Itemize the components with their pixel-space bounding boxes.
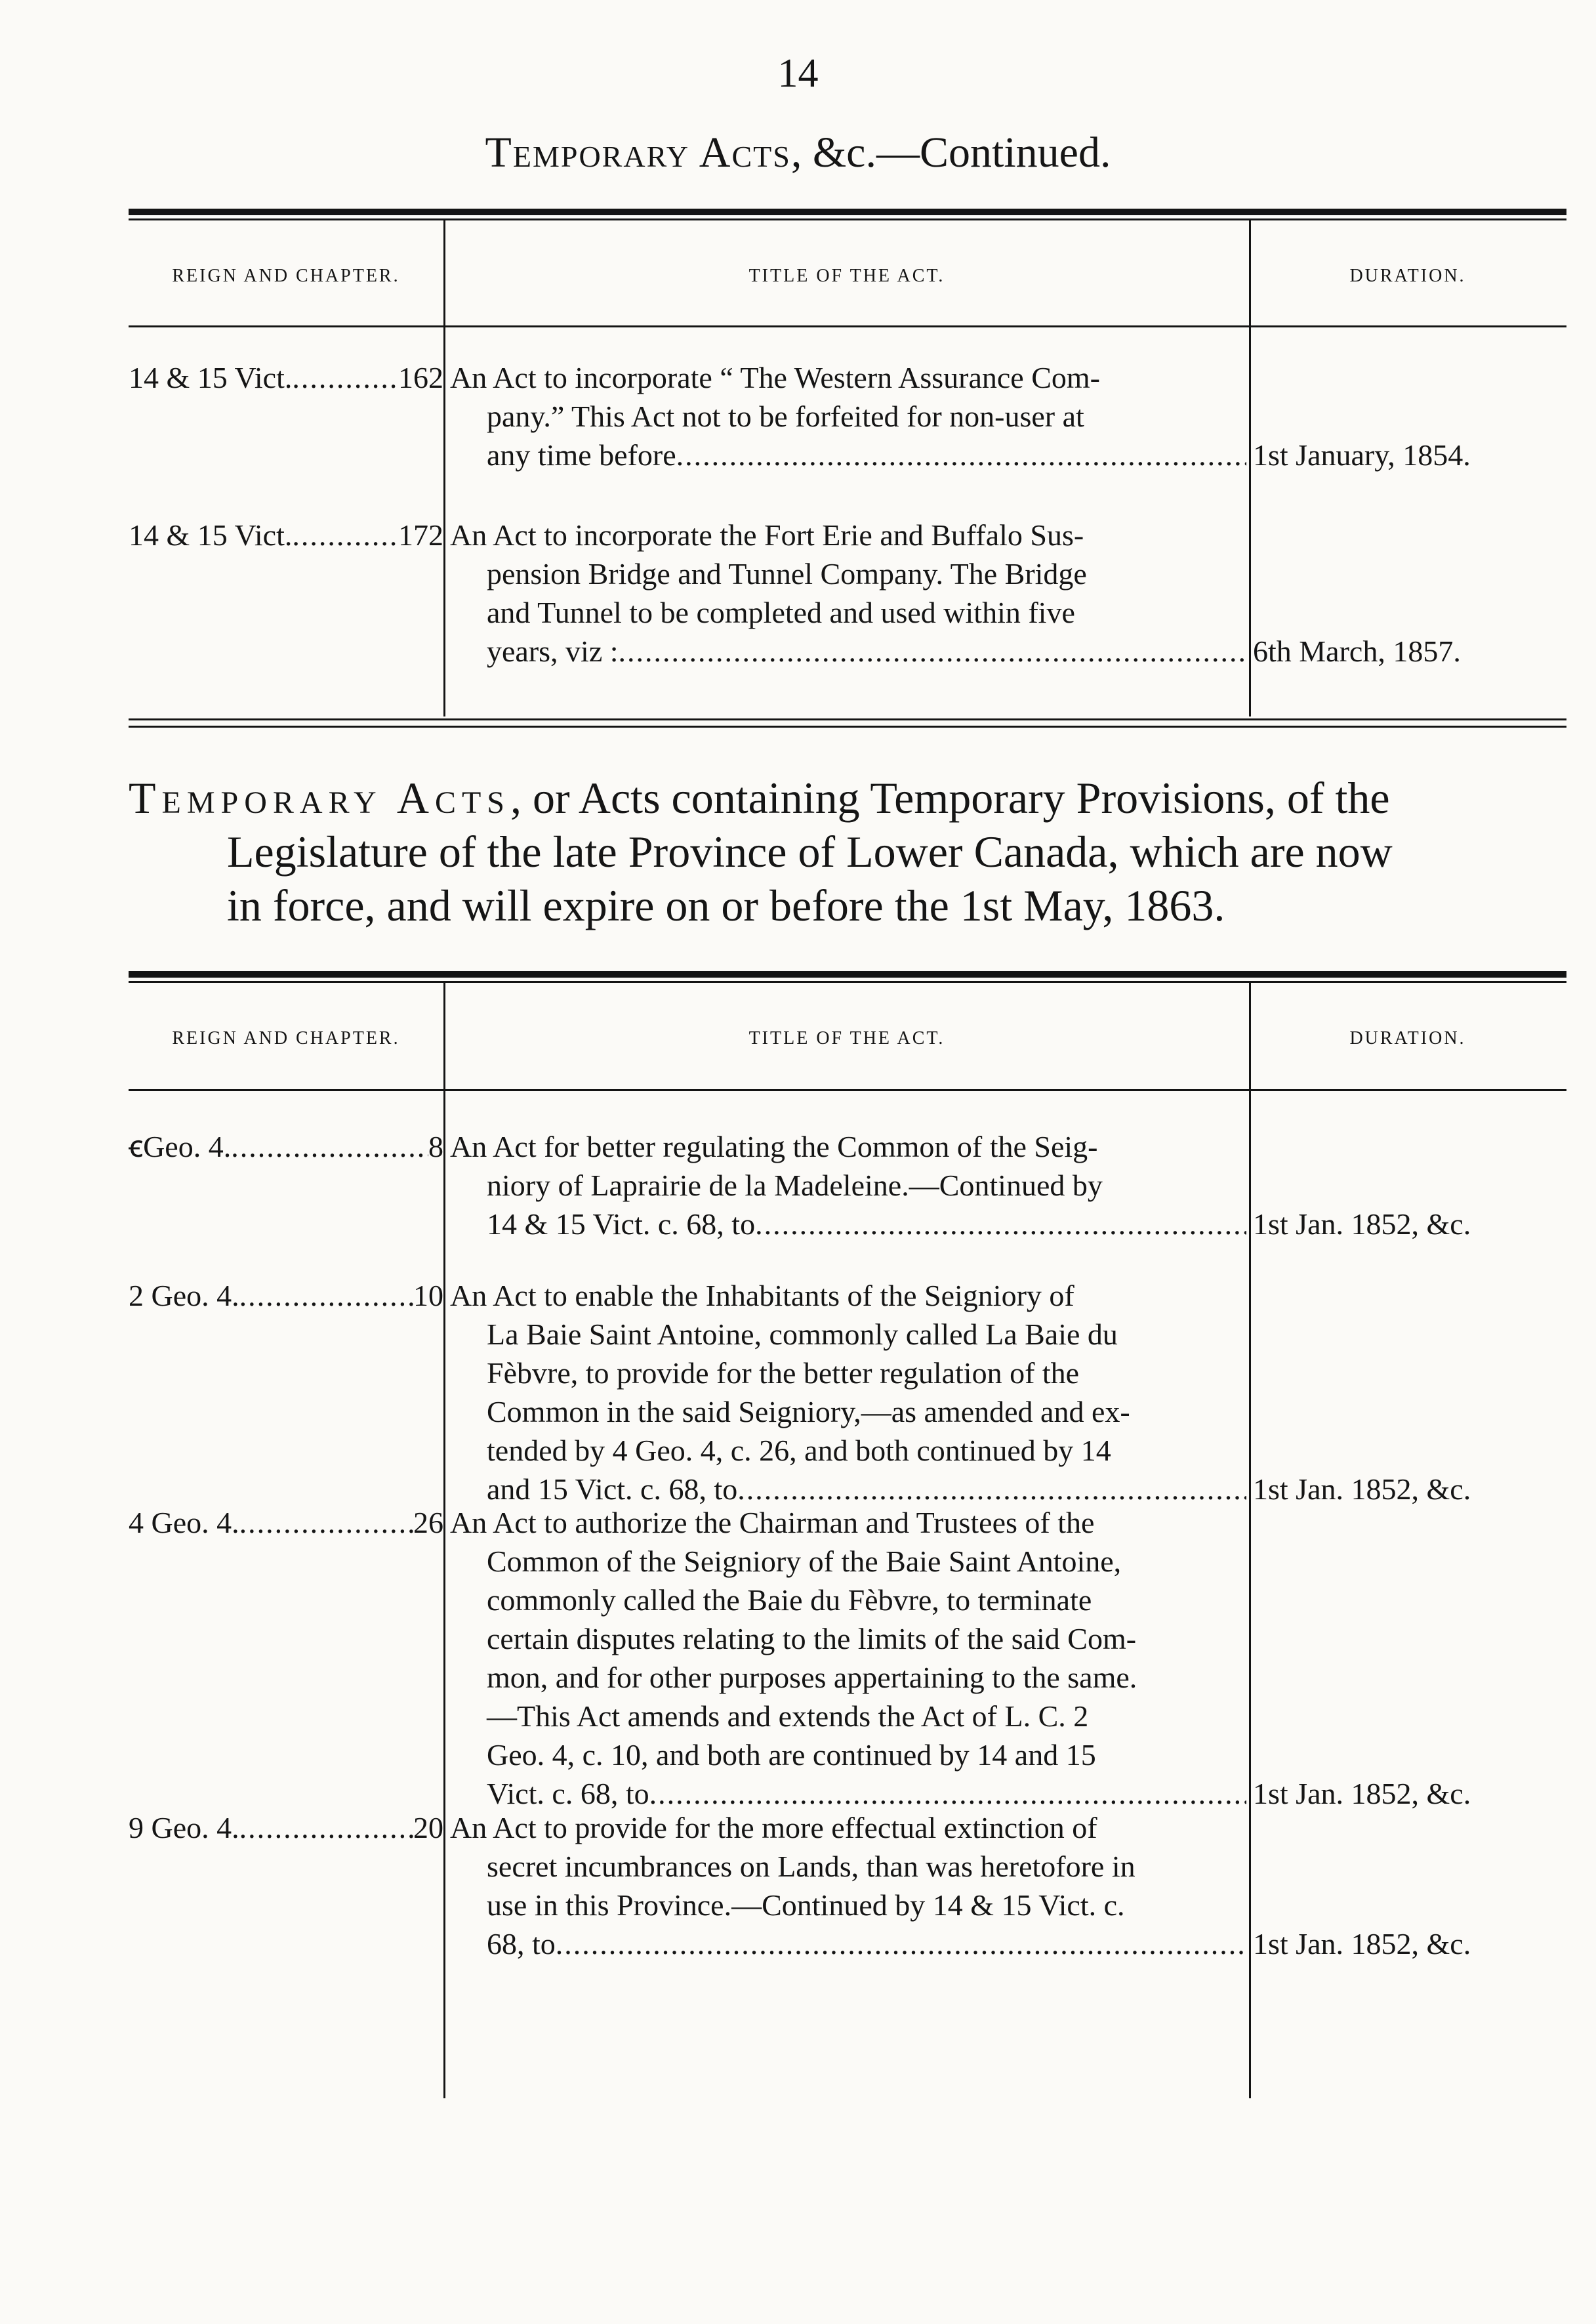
title-line: Common in the said Seigniory,—as amended and ex- — [487, 1395, 1130, 1428]
title-line: Vict. c. 68, to — [487, 1777, 649, 1810]
duration: 1st Jan. 1852, &c. — [1253, 1927, 1471, 1961]
page-number: 14 — [777, 51, 819, 96]
continued-heading-lead: Temporary Acts — [485, 129, 791, 176]
table2-header-rule — [129, 1089, 1566, 1091]
reign-chapter — [129, 1808, 443, 1848]
leader-dots — [649, 1774, 1246, 1813]
title-last-line — [450, 1924, 1246, 1963]
table1-bottom-rule-thin — [129, 718, 1566, 720]
title-line: any time before — [487, 438, 676, 472]
reign: 14 & 15 Vict. — [129, 361, 293, 394]
leader-dots — [619, 632, 1246, 671]
table1-header-rule — [129, 325, 1566, 327]
section-heading-lead: Temporary Acts — [129, 773, 510, 823]
reign: ꞓGeo. 4. — [129, 1130, 232, 1163]
title-line: use in this Province.—Continued by 14 & 15 Vict. c. — [487, 1888, 1125, 1922]
act-title — [450, 1276, 1246, 1508]
title-line: Common of the Seigniory of the Baie Saint Antoine, — [487, 1545, 1122, 1578]
act-title — [450, 1127, 1246, 1243]
duration: 1st Jan. 1852, &c. — [1253, 1207, 1471, 1241]
title-line: and 15 Vict. c. 68, to — [487, 1472, 738, 1506]
reign-chapter — [129, 516, 443, 555]
act-title — [450, 1808, 1246, 1963]
table1-top-rule-thick — [129, 209, 1566, 215]
leader-dots — [556, 1924, 1246, 1963]
section-heading — [129, 771, 1566, 932]
title-line: commonly called the Baie du Fèbvre, to terminate — [487, 1583, 1092, 1617]
chapter: 8 — [428, 1130, 443, 1163]
table2-header-title: TITLE OF THE ACT. — [748, 1028, 945, 1048]
table2-top-rule-thick — [129, 971, 1566, 978]
duration: 6th March, 1857. — [1253, 634, 1461, 668]
duration: 1st January, 1854. — [1253, 438, 1471, 472]
title-line: An Act to provide for the more effectual extinction of — [450, 1811, 1097, 1844]
title-last-line — [450, 436, 1246, 474]
table2-divider-1 — [443, 983, 445, 2098]
title-last-line — [450, 1205, 1246, 1243]
table2-header-reign: REIGN AND CHAPTER. — [172, 1028, 400, 1048]
reign: 2 Geo. 4. — [129, 1279, 239, 1312]
title-line: Fèbvre, to provide for the better regulation of the — [487, 1356, 1080, 1390]
chapter: 26 — [413, 1506, 443, 1539]
chapter: 20 — [413, 1811, 443, 1844]
leader-dots — [292, 516, 398, 555]
chapter: 10 — [413, 1279, 443, 1312]
table1-header — [129, 220, 1566, 332]
table2 — [129, 983, 1566, 2098]
section-heading-line1: , or Acts containing Temporary Provisions, of the — [510, 773, 1390, 823]
table2-header — [129, 983, 1566, 1094]
chapter: 162 — [398, 361, 443, 394]
title-line: secret incumbrances on Lands, than was heretofore in — [487, 1850, 1136, 1883]
leader-dots — [239, 1276, 413, 1316]
title-line: niory of Laprairie de la Madeleine.—Continued by — [487, 1169, 1103, 1202]
continued-heading — [0, 123, 1596, 182]
leader-dots — [676, 436, 1246, 474]
leader-dots — [292, 358, 398, 398]
title-line: 14 & 15 Vict. c. 68, to — [487, 1207, 756, 1241]
title-last-line — [450, 632, 1246, 671]
title-line: and Tunnel to be completed and used within five — [487, 596, 1075, 629]
section-heading-line2: Legislature of the late Province of Lower Canada, which are now — [227, 827, 1393, 877]
reign-chapter — [129, 358, 443, 398]
act-title — [450, 516, 1246, 671]
table2-header-duration: DURATION. — [1349, 1028, 1466, 1048]
table2-divider-2 — [1249, 983, 1251, 2098]
title-line: An Act to enable the Inhabitants of the Seigniory of — [450, 1279, 1074, 1312]
title-line: 68, to — [487, 1927, 556, 1961]
leader-dots — [231, 1127, 428, 1167]
title-line: certain disputes relating to the limits of the said Com- — [487, 1622, 1137, 1655]
table1 — [129, 220, 1566, 716]
title-last-line — [450, 1774, 1246, 1813]
title-line: An Act to authorize the Chairman and Trustees of the — [450, 1506, 1095, 1539]
title-line: An Act for better regulating the Common of the Seig- — [450, 1130, 1098, 1163]
duration: 1st Jan. 1852, &c. — [1253, 1777, 1471, 1810]
title-line: pany.” This Act not to be forfeited for non-user at — [487, 400, 1084, 433]
reign: 4 Geo. 4. — [129, 1506, 239, 1539]
table1-bottom-rule-thin-2 — [129, 726, 1566, 728]
title-line: La Baie Saint Antoine, commonly called La Baie du — [487, 1318, 1118, 1351]
title-line: years, viz : — [487, 634, 619, 668]
title-line: mon, and for other purposes appertaining to the same. — [487, 1661, 1137, 1694]
title-line: —This Act amends and extends the Act of L. C. 2 — [487, 1699, 1089, 1733]
section-heading-line3: in force, and will expire on or before the 1st May, 1863. — [227, 881, 1225, 930]
table1-header-title: TITLE OF THE ACT. — [748, 266, 945, 286]
act-title — [450, 1503, 1246, 1813]
leader-dots — [239, 1503, 413, 1543]
title-line: Geo. 4, c. 10, and both are continued by 14 and 15 — [487, 1738, 1096, 1772]
continued-heading-rest: , &c.—Continued. — [790, 129, 1111, 176]
chapter: 172 — [398, 518, 443, 552]
title-line: An Act to incorporate the Fort Erie and Buffalo Sus- — [450, 518, 1084, 552]
reign: 14 & 15 Vict. — [129, 518, 293, 552]
leader-dots — [755, 1205, 1246, 1243]
title-line: tended by 4 Geo. 4, c. 26, and both continued by 14 — [487, 1434, 1111, 1467]
leader-dots — [239, 1808, 413, 1848]
duration: 1st Jan. 1852, &c. — [1253, 1472, 1471, 1506]
reign-chapter — [129, 1127, 443, 1167]
reign-chapter — [129, 1503, 443, 1543]
act-title — [450, 358, 1246, 474]
reign-chapter — [129, 1276, 443, 1316]
title-line: pension Bridge and Tunnel Company. The Bridge — [487, 557, 1087, 591]
title-line: An Act to incorporate “ The Western Assurance Com- — [450, 361, 1100, 394]
table1-header-duration: DURATION. — [1349, 266, 1466, 286]
reign: 9 Geo. 4. — [129, 1811, 239, 1844]
table1-header-reign: REIGN AND CHAPTER. — [172, 266, 400, 286]
